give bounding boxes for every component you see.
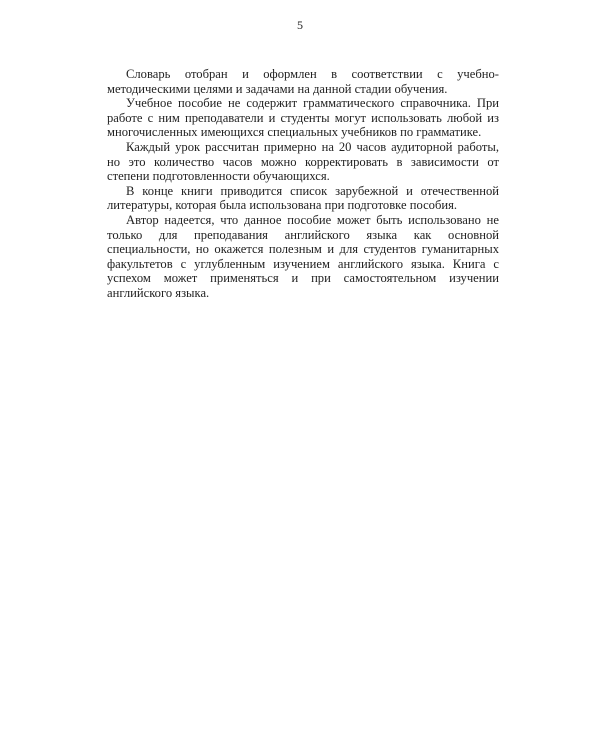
paragraph-grammar: Учебное пособие не содержит грамматического справочника. При работе с ним преподаватели и студенты могут использовать любой из многочисленных имеющихся специальных учебников по грамматике. (107, 96, 499, 140)
page-number: 5 (297, 18, 303, 32)
paragraph-author-hopes: Автор надеется, что данное пособие может быть использовано не только для преподавания английского языка как основной специальности, но окажется полезным и для студентов гуманитарных факультетов с углубленным изучением английского языка. Книга с успехом может применяться и при самостоятельном изучении английского языка. (107, 212, 499, 300)
paragraph-bibliography: В конце книги приводится список зарубежной и отечественной литературы, которая была использована при подготовке пособия. (107, 183, 499, 213)
paragraph-dictionary: Словарь отобран и оформлен в соответствии с учебно-методическими целями и задачами на данной стадии обучения. (107, 67, 499, 96)
body-text (107, 67, 499, 301)
paragraph-lesson-hours: Каждый урок рассчитан примерно на 20 часов аудиторной работы, но это количество часов можно корректировать в зависимости от степени подготовленности обучающихся. (107, 139, 499, 184)
